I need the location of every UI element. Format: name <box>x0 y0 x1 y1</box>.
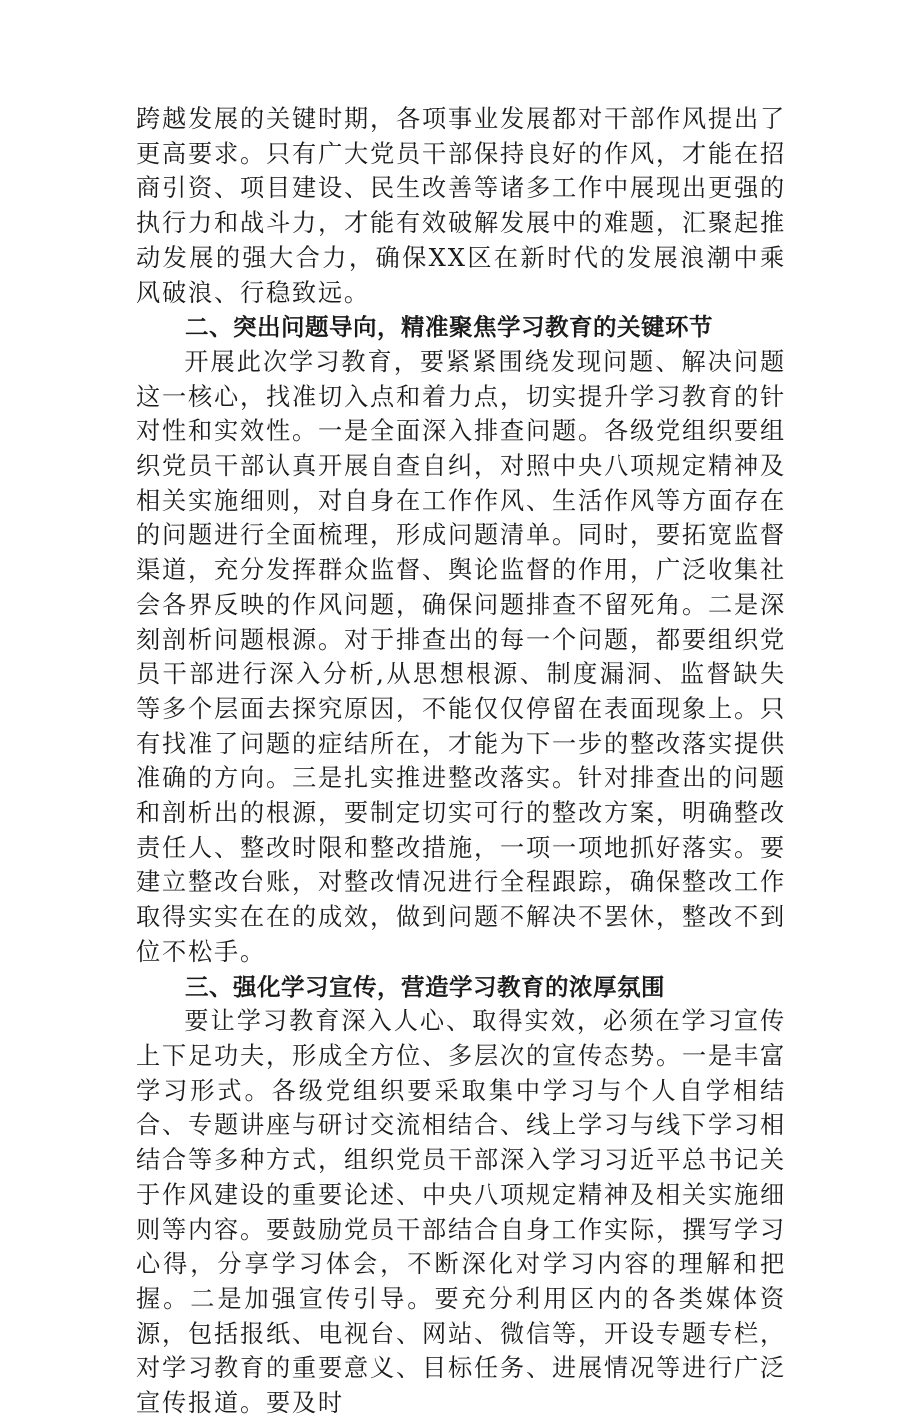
section-heading-2: 二、突出问题导向，精准聚焦学习教育的关键环节 <box>185 313 713 342</box>
paragraph-section-3: 要让学习教育深入人心、取得实效，必须在学习宣传上下足功夫，形成全方位、多层次的宣传态势。一是丰富学习形式。各级党组织要采取集中学习与个人自学相结合、专题讲座与研讨交流相结合、线上学习与线下学习相结合等多种方式，组织党员干部深入学习习近平总书记关于作风建设的重要论述、中央八项规定精神及相关实施细则等内容。要鼓励党员干部结合自身工作实际，撰写学习心得，分享学习体会，不断深化对学习内容的理解和把握。二是加强宣传引导。要充分利用区内的各类媒体资源，包括报纸、电视台、网站、微信等，开设专题专栏，对学习教育的重要意义、目标任务、进展情况等进行广泛宣传报道。要及时 <box>136 1007 786 1418</box>
section-heading-3: 三、强化学习宣传，营造学习教育的浓厚氛围 <box>185 972 665 1001</box>
paragraph-section-2: 开展此次学习教育，要紧紧围绕发现问题、解决问题这一核心，找准切入点和着力点，切实提升学习教育的针对性和实效性。一是全面深入排查问题。各级党组织要组织党员干部认真开展自查自纠，对照中央八项规定精神及相关实施细则，对自身在工作作风、生活作风等方面存在的问题进行全面梳理，形成问题清单。同时，要拓宽监督渠道，充分发挥群众监督、舆论监督的作用，广泛收集社会各界反映的作风问题，确保问题排查不留死角。二是深刻剖析问题根源。对于排查出的每一个问题，都要组织党员干部进行深入分析,从思想根源、制度漏洞、监督缺失等多个层面去探究原因，不能仅仅停留在表面现象上。只有找准了问题的症结所在，才能为下一步的整改落实提供准确的方向。三是扎实推进整改落实。针对排查出的问题和剖析出的根源，要制定切实可行的整改方案，明确整改责任人、整改时限和整改措施，一项一项地抓好落实。要建立整改台账，对整改情况进行全程跟踪，确保整改工作取得实实在在的成效，做到问题不解决不罢休，整改不到位不松手。 <box>136 347 786 966</box>
document-body <box>136 102 786 1421</box>
paragraph-intro-continuation: 跨越发展的关键时期，各项事业发展都对干部作风提出了更高要求。只有广大党员干部保持良好的作风，才能在招商引资、项目建设、民生改善等诸多工作中展现出更强的执行力和战斗力，才能有效破解发展中的难题，汇聚起推动发展的强大合力，确保XX区在新时代的发展浪潮中乘风破浪、行稳致远。 <box>136 105 786 307</box>
